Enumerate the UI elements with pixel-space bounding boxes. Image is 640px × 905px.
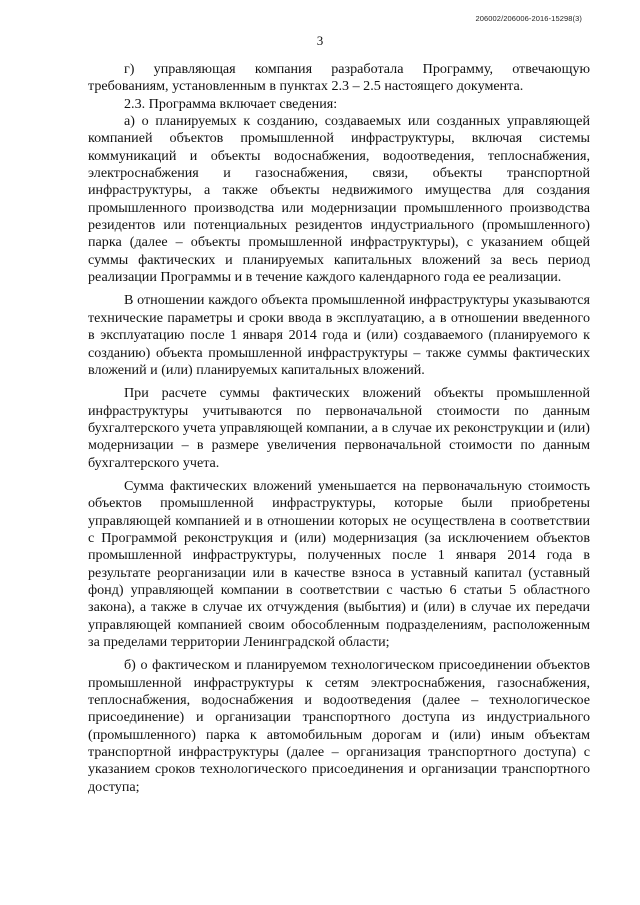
page-number: 3 (316, 33, 324, 48)
paragraph-a: а) о планируемых к созданию, создаваемых или созданных управляющей компанией объектов промышленной инфраструктуры, включая системы коммуникаций и объекты водоснабжения, водоотведения, теплоснабжения, электроснабжения и газоснабжения, связи, объекты транспортной инфраструктуры, а также объекты недвижимого имущества для создания промышленного производства или модернизации промышленного производства резидентов или потенциальных резидентов индустриального (промышленного) парка (далее – объекты промышленной инфраструктуры), с указанием общей суммы фактических и планируемых капитальных вложений за весь период реализации Программы и в течение каждого календарного года ее реализации. (88, 113, 590, 286)
paragraph-each-object: В отношении каждого объекта промышленной инфраструктуры указываются технические параметры и сроки ввода в эксплуатацию, а в отношении введенного в эксплуатацию после 1 января 2014 года и (или) создаваемого (планируемого к созданию) объекта промышленной инфраструктуры – также суммы фактических вложений и (или) планируемых капитальных вложений. (88, 292, 590, 378)
paragraph-sum-reduction: Сумма фактических вложений уменьшается на первоначальную стоимость объектов промышленной инфраструктуры, которые были приобретены управляющей компанией и в отношении которых не осуществлена в соответствии с Программой реконструкция и (или) модернизация (за исключением объектов промышленной инфраструктуры, полученных после 1 января 2014 года в результате реорганизации или в качестве взноса в уставный капитал (уставный фонд) управляющей компании в соответствии с частью 6 статьи 5 областного закона), а также в случае их отчуждения (выбытия) и (или) в случае их передачи управляющей компанией своим обособленным подразделениям, расположенным за пределами территории Ленинградской области; (88, 477, 590, 650)
document-body (88, 61, 590, 796)
paragraph-2-3: 2.3. Программа включает сведения: (124, 95, 338, 112)
paragraph-calculation: При расчете суммы фактических вложений объекты промышленной инфраструктуры учитываются по первоначальной стоимости по данным бухгалтерского учета управляющей компании, а в случае их реконструкции и (или) модернизации – в размере увеличения первоначальной стоимости по данным бухгалтерского учета. (88, 385, 590, 471)
paragraph-b: б) о фактическом и планируемом технологическом присоединении объектов промышленной инфраструктуры к сетям электроснабжения, газоснабжения, теплоснабжения, водоснабжения и водоотведения (далее – технологическое присоединение) и организации транспортного доступа из индустриального (промышленного) парка к автомобильным дорогам и (или) иным объектам транспортной инфраструктуры (далее – организация транспортного доступа) с указанием сроков технологического присоединения и организации транспортного доступа; (88, 657, 590, 795)
document-id: 206002/206006-2016-15298(3) (475, 14, 582, 23)
paragraph-g: г) управляющая компания разработала Программу, отвечающую требованиям, установленным в пунктах 2.3 – 2.5 настоящего документа. (88, 61, 590, 95)
